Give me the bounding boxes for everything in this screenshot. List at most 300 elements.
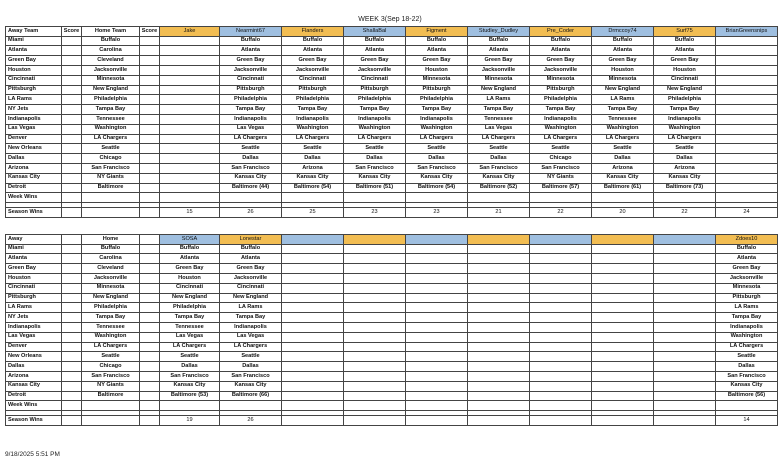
pick-cell [592, 362, 654, 372]
pick-cell: Philadelphia [220, 95, 282, 105]
away-team-header: Away Team [6, 27, 62, 37]
home-score-cell [140, 283, 160, 293]
week-wins-label: Week Wins [6, 401, 62, 411]
player-header [468, 235, 530, 245]
pick-cell: Seattle [468, 144, 530, 154]
pick-cell: NY Giants [530, 173, 592, 183]
pick-cell [344, 273, 406, 283]
season-wins-row [6, 415, 778, 426]
pick-cell: Las Vegas [220, 124, 282, 134]
week-wins-cell [344, 401, 406, 411]
week-wins-cell [344, 193, 406, 203]
pick-cell: Arizona [592, 163, 654, 173]
pick-cell [468, 342, 530, 352]
pick-cell [716, 173, 778, 183]
pick-cell [160, 85, 220, 95]
player-header [282, 235, 344, 245]
away-team-cell: Cincinnati [6, 283, 62, 293]
pick-cell [468, 332, 530, 342]
game-row [6, 105, 778, 115]
pick-cell [406, 293, 468, 303]
week-wins-cell [62, 401, 82, 411]
pick-cell: Indianapolis [654, 114, 716, 124]
season-wins-label: Season Wins [6, 415, 62, 426]
home-team-cell: Carolina [82, 46, 140, 56]
pick-cell: Minnesota [716, 283, 778, 293]
pick-cell: LA Chargers [716, 342, 778, 352]
pick-cell: Dallas [344, 154, 406, 164]
pick-cell: Cincinnati [220, 283, 282, 293]
home-team-cell: Carolina [82, 254, 140, 264]
pick-cell [344, 362, 406, 372]
home-team-cell: Chicago [82, 154, 140, 164]
pick-cell: Green Bay [654, 56, 716, 66]
pick-cell [530, 283, 592, 293]
pick-cell [530, 313, 592, 323]
pick-cell [344, 283, 406, 293]
away-team-cell: Green Bay [6, 56, 62, 66]
pick-cell: Washington [530, 124, 592, 134]
pick-cell: Baltimore (51) [344, 183, 406, 193]
season-wins-cell [282, 415, 344, 426]
game-row [6, 371, 778, 381]
away-score-cell [62, 46, 82, 56]
home-team-cell: Chicago [82, 362, 140, 372]
player-header: Surf75 [654, 27, 716, 37]
game-row [6, 254, 778, 264]
player-header: Pre_Coder [530, 27, 592, 37]
pick-cell [282, 264, 344, 274]
home-score-cell [140, 163, 160, 173]
pick-cell: Tampa Bay [530, 105, 592, 115]
pick-cell: Green Bay [344, 56, 406, 66]
pick-cell: Indianapolis [406, 114, 468, 124]
home-team-cell: San Francisco [82, 371, 140, 381]
pick-cell: Green Bay [406, 56, 468, 66]
away-score-cell [62, 342, 82, 352]
game-row [6, 352, 778, 362]
pick-cell: Baltimore (54) [406, 183, 468, 193]
home-score-cell [140, 36, 160, 46]
pick-cell: Kansas City [220, 381, 282, 391]
pick-cell [160, 173, 220, 183]
away-team-cell: Kansas City [6, 381, 62, 391]
home-score-cell [140, 85, 160, 95]
away-team-cell: New Orleans [6, 352, 62, 362]
home-team-cell: Baltimore [82, 391, 140, 401]
pick-cell: Atlanta [220, 254, 282, 264]
pick-cell [406, 244, 468, 254]
home-score-header: Score [140, 27, 160, 37]
pick-cell: Cincinnati [220, 75, 282, 85]
pick-cell: Pittsburgh [344, 85, 406, 95]
pick-cell [468, 371, 530, 381]
pick-cell [344, 293, 406, 303]
away-team-cell: Dallas [6, 154, 62, 164]
pick-cell [282, 273, 344, 283]
pick-cell: Jacksonville [220, 273, 282, 283]
pick-cell [530, 293, 592, 303]
pick-cell [160, 95, 220, 105]
pick-cell [282, 362, 344, 372]
home-score-cell [140, 65, 160, 75]
pick-cell: Dallas [220, 154, 282, 164]
game-row [6, 283, 778, 293]
away-team-cell: Miami [6, 244, 62, 254]
season-wins-cell [592, 415, 654, 426]
home-score-cell [140, 342, 160, 352]
pick-cell: Pittsburgh [406, 85, 468, 95]
print-timestamp: 9/18/2025 5:51 PM [5, 451, 60, 458]
pick-cell: San Francisco [160, 371, 220, 381]
pick-cell: Green Bay [468, 56, 530, 66]
pick-cell: Tampa Bay [220, 105, 282, 115]
pick-cell [282, 391, 344, 401]
away-score-cell [62, 381, 82, 391]
game-row [6, 322, 778, 332]
pick-cell: Jacksonville [220, 65, 282, 75]
season-wins-cell: 26 [220, 207, 282, 218]
season-wins-cell: 15 [160, 207, 220, 218]
pick-cell [406, 283, 468, 293]
pick-cell [468, 283, 530, 293]
pick-cell: Las Vegas [160, 332, 220, 342]
pick-cell: Tennessee [468, 114, 530, 124]
player-header [654, 235, 716, 245]
pick-cell [282, 381, 344, 391]
pick-cell [716, 163, 778, 173]
week-wins-cell [282, 193, 344, 203]
pick-cell [344, 244, 406, 254]
home-team-cell: Minnesota [82, 75, 140, 85]
pick-cell: Kansas City [220, 173, 282, 183]
home-team-cell: San Francisco [82, 163, 140, 173]
pick-cell: Kansas City [468, 173, 530, 183]
week-wins-cell [530, 193, 592, 203]
pick-cell: San Francisco [468, 163, 530, 173]
away-team-cell: Houston [6, 65, 62, 75]
away-score-cell [62, 293, 82, 303]
pick-cell: San Francisco [220, 163, 282, 173]
pick-cell [716, 85, 778, 95]
pick-cell [716, 105, 778, 115]
pick-cell [160, 75, 220, 85]
pick-cell [654, 371, 716, 381]
pick-cell [344, 254, 406, 264]
season-wins-cell: 22 [654, 207, 716, 218]
picks-table-top [5, 26, 778, 218]
pick-cell [716, 36, 778, 46]
pick-cell [468, 381, 530, 391]
pick-cell [530, 264, 592, 274]
home-team-cell: LA Chargers [82, 342, 140, 352]
home-team-cell: Philadelphia [82, 95, 140, 105]
away-score-cell [62, 254, 82, 264]
away-team-cell: Miami [6, 36, 62, 46]
pick-cell [160, 154, 220, 164]
pick-cell: Atlanta [654, 46, 716, 56]
season-wins-cell [344, 415, 406, 426]
away-team-cell: Denver [6, 134, 62, 144]
season-wins-cell: 21 [468, 207, 530, 218]
pick-cell [654, 332, 716, 342]
pick-cell: Cincinnati [654, 75, 716, 85]
pick-cell: Seattle [220, 144, 282, 154]
pick-cell: Kansas City [592, 173, 654, 183]
pick-cell: Green Bay [220, 56, 282, 66]
away-team-cell: LA Rams [6, 95, 62, 105]
game-row [6, 114, 778, 124]
pick-cell: Buffalo [592, 36, 654, 46]
game-row [6, 293, 778, 303]
pick-cell: Buffalo [344, 36, 406, 46]
pick-cell: Arizona [282, 163, 344, 173]
pick-cell [530, 303, 592, 313]
away-team-cell: Cincinnati [6, 75, 62, 85]
pick-cell: Atlanta [716, 254, 778, 264]
pick-cell: Kansas City [344, 173, 406, 183]
pick-cell: New England [592, 85, 654, 95]
pick-cell: New England [220, 293, 282, 303]
pick-cell: Seattle [592, 144, 654, 154]
pick-cell: Cincinnati [344, 75, 406, 85]
pick-cell: Cincinnati [282, 75, 344, 85]
pick-cell [282, 313, 344, 323]
pick-cell: Green Bay [220, 264, 282, 274]
pick-cell: Kansas City [282, 173, 344, 183]
pick-cell [344, 342, 406, 352]
season-wins-cell: 20 [592, 207, 654, 218]
pick-cell [654, 352, 716, 362]
season-wins-blank [82, 207, 140, 218]
away-team-cell: Detroit [6, 391, 62, 401]
pick-cell [654, 381, 716, 391]
pick-cell: LA Chargers [282, 134, 344, 144]
away-score-cell [62, 322, 82, 332]
pick-cell [654, 362, 716, 372]
season-wins-blank [82, 415, 140, 426]
week-wins-cell [160, 193, 220, 203]
week-wins-cell [160, 401, 220, 411]
pick-cell: Atlanta [160, 254, 220, 264]
pick-cell: Philadelphia [344, 95, 406, 105]
pick-cell [654, 342, 716, 352]
pick-cell: Arizona [654, 163, 716, 173]
pick-cell: Baltimore (53) [160, 391, 220, 401]
away-score-cell [62, 75, 82, 85]
away-score-cell [62, 362, 82, 372]
pick-cell: LA Chargers [160, 342, 220, 352]
pick-cell: Atlanta [592, 46, 654, 56]
pick-cell [592, 303, 654, 313]
week-wins-label: Week Wins [6, 193, 62, 203]
pick-cell: Houston [406, 65, 468, 75]
pick-cell: Philadelphia [406, 95, 468, 105]
pick-cell: Buffalo [220, 36, 282, 46]
pick-cell [654, 391, 716, 401]
pick-cell: Indianapolis [220, 322, 282, 332]
pick-cell: Tampa Bay [654, 105, 716, 115]
pick-cell: San Francisco [716, 371, 778, 381]
game-row [6, 264, 778, 274]
pick-cell: Washington [716, 332, 778, 342]
pick-cell: Philadelphia [530, 95, 592, 105]
pick-cell: New England [654, 85, 716, 95]
pick-cell: Seattle [530, 144, 592, 154]
season-wins-cell: 23 [406, 207, 468, 218]
away-team-cell: Kansas City [6, 173, 62, 183]
away-score-cell [62, 313, 82, 323]
away-score-cell [62, 332, 82, 342]
pick-cell [468, 264, 530, 274]
home-score-cell [140, 144, 160, 154]
pick-cell: Chicago [530, 154, 592, 164]
pick-cell: Washington [406, 124, 468, 134]
home-team-cell: Jacksonville [82, 273, 140, 283]
home-team-cell: Buffalo [82, 36, 140, 46]
pick-cell [282, 332, 344, 342]
pick-cell [344, 352, 406, 362]
pick-cell [716, 75, 778, 85]
pick-cell: Pittsburgh [530, 85, 592, 95]
pick-cell [282, 342, 344, 352]
away-score-cell [62, 173, 82, 183]
home-score-cell [140, 134, 160, 144]
home-score-cell [140, 293, 160, 303]
home-score-cell [140, 273, 160, 283]
pick-cell [282, 303, 344, 313]
season-wins-cell: 22 [530, 207, 592, 218]
pick-cell [716, 114, 778, 124]
pick-cell [592, 264, 654, 274]
pick-cell: Tampa Bay [344, 105, 406, 115]
pick-cell [282, 244, 344, 254]
player-header [406, 235, 468, 245]
away-team-cell: Denver [6, 342, 62, 352]
away-team-cell: Las Vegas [6, 332, 62, 342]
home-score-cell [140, 332, 160, 342]
header-row [6, 235, 778, 245]
pick-cell [344, 391, 406, 401]
home-score-cell [140, 95, 160, 105]
pick-cell [344, 313, 406, 323]
away-score-cell [62, 65, 82, 75]
pick-cell: Atlanta [406, 46, 468, 56]
pick-cell: Buffalo [160, 244, 220, 254]
season-wins-row [6, 207, 778, 218]
header-row [6, 27, 778, 37]
pick-cell: Baltimore (61) [592, 183, 654, 193]
pick-cell: Baltimore (44) [220, 183, 282, 193]
pick-cell: Tampa Bay [160, 313, 220, 323]
player-header [344, 235, 406, 245]
home-team-cell: New England [82, 293, 140, 303]
pick-cell: Green Bay [282, 56, 344, 66]
season-wins-cell [530, 415, 592, 426]
home-team-cell: LA Chargers [82, 134, 140, 144]
pick-cell: Baltimore (52) [468, 183, 530, 193]
pick-cell: Seattle [160, 352, 220, 362]
week-wins-cell [62, 193, 82, 203]
away-team-cell: Atlanta [6, 254, 62, 264]
pick-cell: LA Chargers [344, 134, 406, 144]
away-team-cell: LA Rams [6, 303, 62, 313]
pick-cell: Tampa Bay [406, 105, 468, 115]
pick-cell [406, 303, 468, 313]
away-score-cell [62, 371, 82, 381]
away-score-cell [62, 85, 82, 95]
pick-cell [406, 381, 468, 391]
pick-cell: LA Chargers [592, 134, 654, 144]
game-row [6, 332, 778, 342]
pick-cell [344, 381, 406, 391]
season-wins-cell: 19 [160, 415, 220, 426]
pick-cell: LA Chargers [220, 134, 282, 144]
pick-cell: Minnesota [592, 75, 654, 85]
game-row [6, 154, 778, 164]
season-wins-cell [468, 415, 530, 426]
week-wins-cell [716, 401, 778, 411]
pick-cell: San Francisco [406, 163, 468, 173]
away-score-cell [62, 183, 82, 193]
player-header: Drmccoy74 [592, 27, 654, 37]
pick-cell [160, 105, 220, 115]
pick-cell: LA Chargers [468, 134, 530, 144]
pick-cell: Las Vegas [220, 332, 282, 342]
pick-cell: Atlanta [530, 46, 592, 56]
pick-cell [592, 352, 654, 362]
home-score-cell [140, 124, 160, 134]
pick-cell: Jacksonville [344, 65, 406, 75]
game-row [6, 244, 778, 254]
pick-cell: LA Chargers [530, 134, 592, 144]
pick-cell: Dallas [220, 362, 282, 372]
pick-cell: Pittsburgh [220, 85, 282, 95]
week-wins-cell [140, 401, 160, 411]
away-score-cell [62, 124, 82, 134]
pick-cell: Kansas City [716, 381, 778, 391]
pick-cell [530, 332, 592, 342]
game-row [6, 273, 778, 283]
pick-cell [592, 313, 654, 323]
pick-cell: Seattle [220, 352, 282, 362]
home-team-cell: Buffalo [82, 244, 140, 254]
pick-cell [716, 154, 778, 164]
pick-cell [530, 342, 592, 352]
pick-cell [282, 254, 344, 264]
pick-cell: Tampa Bay [220, 313, 282, 323]
home-team-cell: NY Giants [82, 173, 140, 183]
home-team-cell: Washington [82, 124, 140, 134]
week-wins-cell [406, 193, 468, 203]
pick-cell: Atlanta [282, 46, 344, 56]
pick-cell: Buffalo [220, 244, 282, 254]
pick-cell [654, 273, 716, 283]
picks-table-bottom [5, 234, 778, 426]
away-score-header: Score [62, 27, 82, 37]
away-score-cell [62, 56, 82, 66]
pick-cell [468, 313, 530, 323]
pick-cell: Indianapolis [716, 322, 778, 332]
season-wins-label: Season Wins [6, 207, 62, 218]
pick-cell [406, 332, 468, 342]
away-score-cell [62, 273, 82, 283]
player-header: Studley_Dudley [468, 27, 530, 37]
home-team-header: Home [82, 235, 140, 245]
pick-cell [160, 46, 220, 56]
pick-cell: Green Bay [716, 264, 778, 274]
away-score-cell [62, 352, 82, 362]
